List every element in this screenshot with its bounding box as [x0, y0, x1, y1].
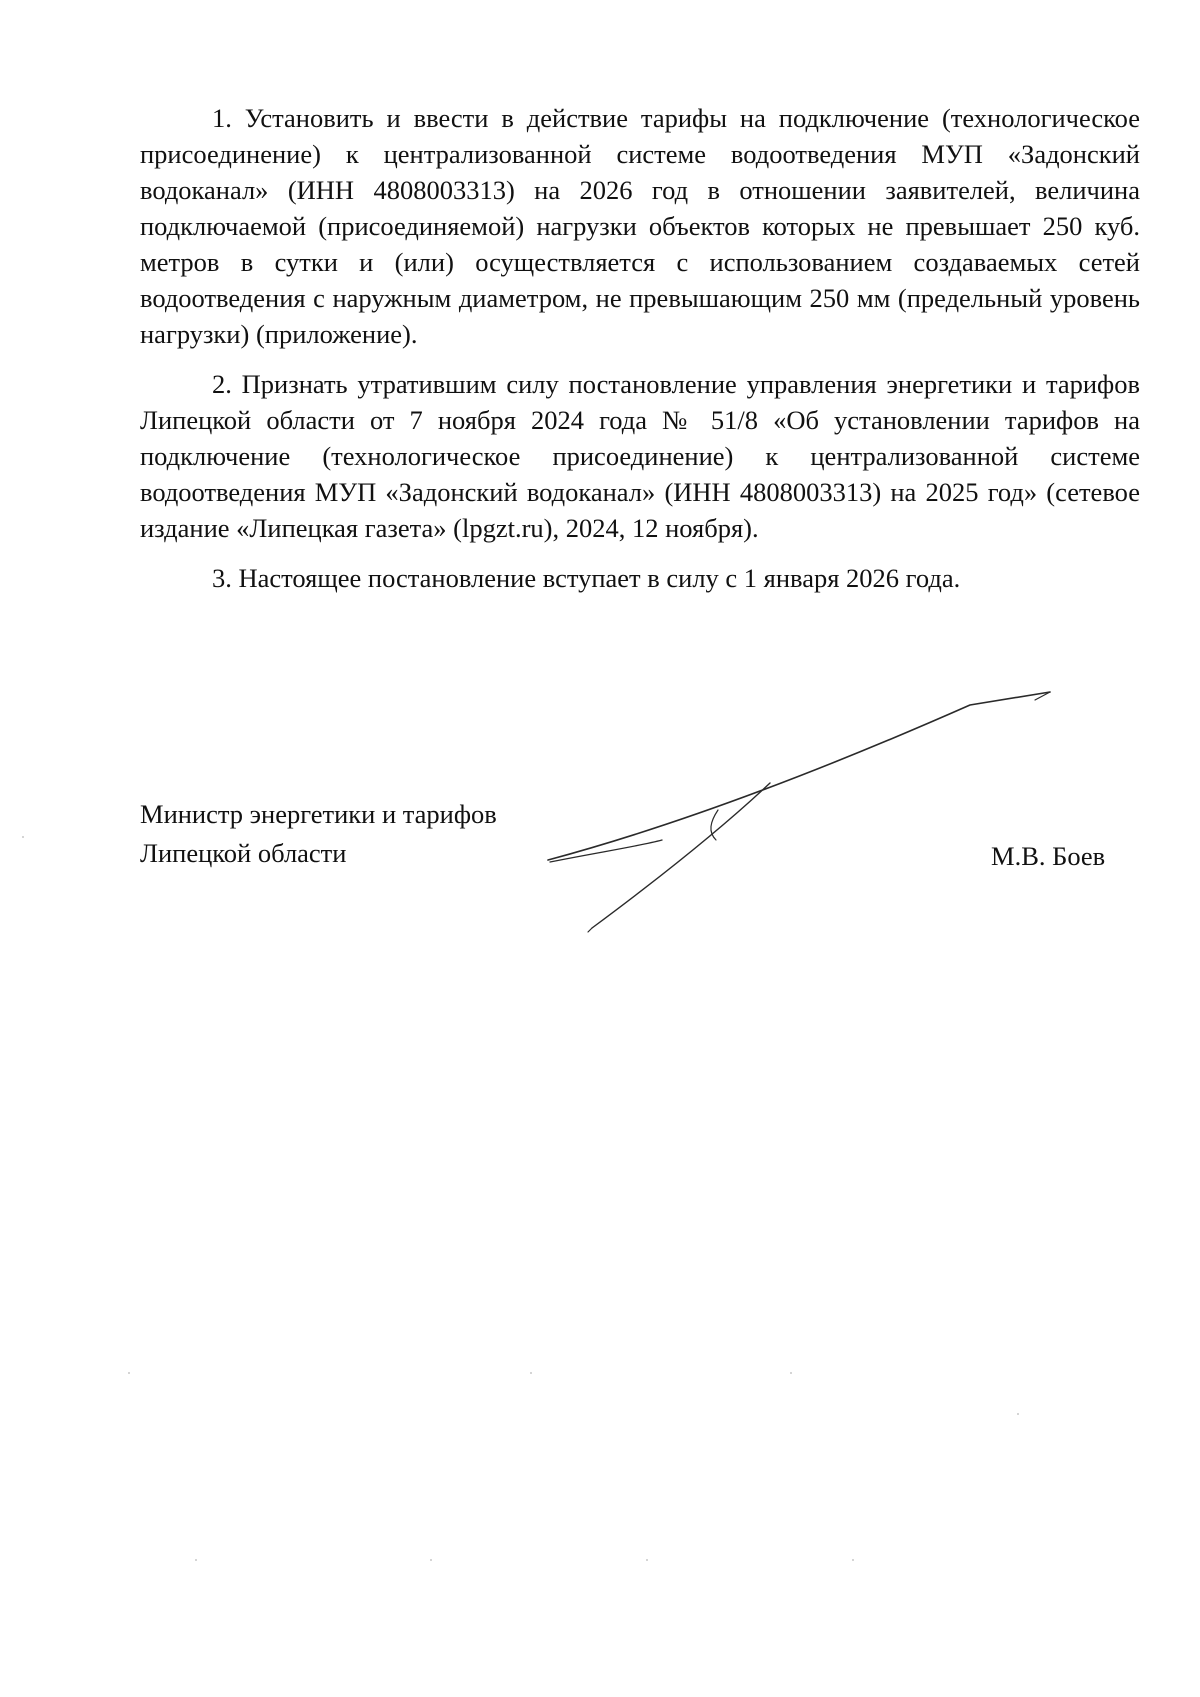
scan-speck: [430, 1559, 432, 1561]
handwritten-signature: [540, 680, 1060, 940]
scan-speck: [22, 836, 24, 838]
signatory-name: М.В. Боев: [991, 841, 1106, 871]
scan-speck: [128, 1372, 130, 1374]
paragraph-1: 1. Установить и ввести в действие тарифы на подключение (технологическое присоединение) к централизованной системе водоотведения МУП «Задонский водоканал» (ИНН 4808003313) на 2026 год в отношении заявителей, величина подключаемой (присоединяемой) нагрузки объектов которых не превышает 250 куб. метров в сутки и (или) осуществляется с использованием создаваемых сетей водоотведения с наружным диаметром, не превышающим 250 мм (предельный уровень нагрузки) (приложение).: [140, 103, 1140, 349]
scan-speck: [1017, 1413, 1019, 1415]
scan-speck: [530, 1372, 532, 1374]
scan-speck: [852, 1559, 854, 1561]
signatory-position-line-2: Липецкой области: [140, 838, 347, 868]
scan-speck: [790, 1372, 792, 1374]
paragraph-2: 2. Признать утратившим силу постановление управления энергетики и тарифов Липецкой области от 7 ноября 2024 года № 51/8 «Об установлении тарифов на подключение (технологическое присоединение) к централизованной системе водоотведения МУП «Задонский водоканал» (ИНН 4808003313) на 2025 год» (сетевое издание «Липецкая газета» (lpgzt.ru), 2024, 12 ноября).: [140, 369, 1140, 543]
signatory-position-line-1: Министр энергетики и тарифов: [140, 799, 497, 829]
scan-speck: [195, 1559, 197, 1561]
paragraph-3: 3. Настоящее постановление вступает в силу с 1 января 2026 года.: [212, 563, 961, 593]
scan-speck: [646, 1559, 648, 1561]
